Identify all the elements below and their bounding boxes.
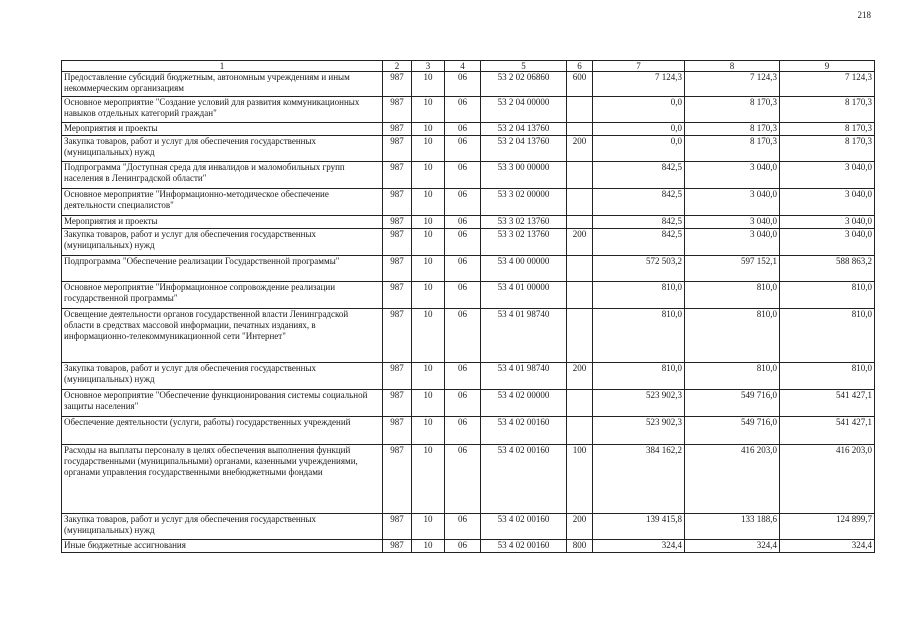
table-row — [62, 445, 875, 514]
row-name-cell: Предоставление субсидий бюджетным, автономным учреждениям и иным некоммерческим организациям — [62, 72, 383, 97]
expense-type-cell — [567, 216, 593, 229]
table-row — [62, 309, 875, 363]
target-article-cell: 53 3 02 00000 — [481, 189, 567, 216]
amount-year1-cell: 139 415,8 — [593, 514, 685, 540]
subsection-cell: 06 — [445, 136, 481, 162]
col-header-6: 6 — [567, 61, 593, 72]
ministry-code-cell: 987 — [383, 309, 412, 363]
row-name-cell: Основное мероприятие "Создание условий для развития коммуникационных навыков отдельных категорий граждан" — [62, 97, 383, 123]
table-row — [62, 162, 875, 189]
row-name-cell: Мероприятия и проекты — [62, 216, 383, 229]
amount-year3-cell: 3 040,0 — [780, 189, 875, 216]
expense-type-cell — [567, 123, 593, 136]
col-header-5: 5 — [481, 61, 567, 72]
subsection-cell: 06 — [445, 123, 481, 136]
expense-type-cell: 200 — [567, 136, 593, 162]
expense-type-cell: 100 — [567, 445, 593, 514]
table-row — [62, 216, 875, 229]
row-name-cell: Основное мероприятие "Информационное сопровождение реализации государственной программы" — [62, 282, 383, 309]
table-row — [62, 514, 875, 540]
amount-year3-cell: 124 899,7 — [780, 514, 875, 540]
amount-year2-cell: 133 188,6 — [685, 514, 780, 540]
row-name-cell: Закупка товаров, работ и услуг для обеспечения государственных (муниципальных) нужд — [62, 363, 383, 390]
section-cell: 10 — [412, 390, 445, 417]
subsection-cell: 06 — [445, 97, 481, 123]
row-name-cell: Подпрограмма "Обеспечение реализации Государственной программы" — [62, 256, 383, 282]
amount-year2-cell: 416 203,0 — [685, 445, 780, 514]
ministry-code-cell: 987 — [383, 72, 412, 97]
ministry-code-cell: 987 — [383, 256, 412, 282]
row-name-cell: Обеспечение деятельности (услуги, работы) государственных учреждений — [62, 417, 383, 445]
table-row — [62, 72, 875, 97]
col-header-9: 9 — [780, 61, 875, 72]
subsection-cell: 06 — [445, 72, 481, 97]
table-row — [62, 136, 875, 162]
amount-year3-cell: 541 427,1 — [780, 417, 875, 445]
amount-year1-cell: 810,0 — [593, 363, 685, 390]
expense-type-cell — [567, 309, 593, 363]
amount-year3-cell: 8 170,3 — [780, 97, 875, 123]
section-cell: 10 — [412, 216, 445, 229]
amount-year1-cell: 0,0 — [593, 123, 685, 136]
section-cell: 10 — [412, 282, 445, 309]
subsection-cell: 06 — [445, 229, 481, 256]
subsection-cell: 06 — [445, 309, 481, 363]
row-name-cell: Основное мероприятие "Информационно-методическое обеспечение деятельности специалистов" — [62, 189, 383, 216]
row-name-cell: Расходы на выплаты персоналу в целях обеспечения выполнения функций государственными (муниципальными) органами, казенными учреждениями, органами управления государственными внебюджетными фондами — [62, 445, 383, 514]
expense-type-cell: 200 — [567, 514, 593, 540]
row-name-cell: Основное мероприятие "Обеспечение функционирования системы социальной защиты населения" — [62, 390, 383, 417]
expense-type-cell — [567, 417, 593, 445]
row-name-cell: Освещение деятельности органов государственной власти Ленинградской области в средствах массовой информации, печатных изданиях, в информационно-телекоммуникационной сети "Интернет" — [62, 309, 383, 363]
table-row — [62, 417, 875, 445]
target-article-cell: 53 4 00 00000 — [481, 256, 567, 282]
table-row — [62, 540, 875, 553]
section-cell: 10 — [412, 256, 445, 282]
ministry-code-cell: 987 — [383, 417, 412, 445]
expense-type-cell: 200 — [567, 363, 593, 390]
target-article-cell: 53 2 04 13760 — [481, 136, 567, 162]
section-cell: 10 — [412, 189, 445, 216]
amount-year1-cell: 572 503,2 — [593, 256, 685, 282]
col-header-8: 8 — [685, 61, 780, 72]
amount-year2-cell: 810,0 — [685, 309, 780, 363]
amount-year1-cell: 384 162,2 — [593, 445, 685, 514]
amount-year1-cell: 842,5 — [593, 229, 685, 256]
row-name-cell: Иные бюджетные ассигнования — [62, 540, 383, 553]
col-header-7: 7 — [593, 61, 685, 72]
table-row — [62, 123, 875, 136]
ministry-code-cell: 987 — [383, 540, 412, 553]
subsection-cell: 06 — [445, 282, 481, 309]
page-number: 218 — [857, 10, 871, 20]
amount-year2-cell: 8 170,3 — [685, 123, 780, 136]
amount-year2-cell: 597 152,1 — [685, 256, 780, 282]
section-cell: 10 — [412, 540, 445, 553]
amount-year1-cell: 842,5 — [593, 189, 685, 216]
budget-table — [61, 60, 875, 553]
col-header-1: 1 — [62, 61, 383, 72]
subsection-cell: 06 — [445, 417, 481, 445]
target-article-cell: 53 3 00 00000 — [481, 162, 567, 189]
amount-year3-cell: 3 040,0 — [780, 229, 875, 256]
amount-year2-cell: 8 170,3 — [685, 97, 780, 123]
target-article-cell: 53 2 02 06860 — [481, 72, 567, 97]
target-article-cell: 53 4 02 00160 — [481, 540, 567, 553]
target-article-cell: 53 4 01 98740 — [481, 363, 567, 390]
subsection-cell: 06 — [445, 162, 481, 189]
ministry-code-cell: 987 — [383, 136, 412, 162]
section-cell: 10 — [412, 445, 445, 514]
subsection-cell: 06 — [445, 390, 481, 417]
amount-year1-cell: 842,5 — [593, 216, 685, 229]
table-row — [62, 363, 875, 390]
amount-year2-cell: 810,0 — [685, 282, 780, 309]
section-cell: 10 — [412, 72, 445, 97]
subsection-cell: 06 — [445, 514, 481, 540]
amount-year3-cell: 810,0 — [780, 282, 875, 309]
amount-year1-cell: 0,0 — [593, 97, 685, 123]
col-header-2: 2 — [383, 61, 412, 72]
amount-year2-cell: 324,4 — [685, 540, 780, 553]
section-cell: 10 — [412, 309, 445, 363]
ministry-code-cell: 987 — [383, 123, 412, 136]
target-article-cell: 53 4 02 00160 — [481, 417, 567, 445]
amount-year3-cell: 588 863,2 — [780, 256, 875, 282]
expense-type-cell — [567, 256, 593, 282]
ministry-code-cell: 987 — [383, 445, 412, 514]
amount-year3-cell: 810,0 — [780, 363, 875, 390]
ministry-code-cell: 987 — [383, 162, 412, 189]
row-name-cell: Закупка товаров, работ и услуг для обеспечения государственных (муниципальных) нужд — [62, 229, 383, 256]
expense-type-cell — [567, 162, 593, 189]
amount-year2-cell: 3 040,0 — [685, 162, 780, 189]
section-cell: 10 — [412, 136, 445, 162]
table-row — [62, 229, 875, 256]
amount-year3-cell: 324,4 — [780, 540, 875, 553]
expense-type-cell — [567, 282, 593, 309]
amount-year1-cell: 523 902,3 — [593, 390, 685, 417]
amount-year2-cell: 549 716,0 — [685, 390, 780, 417]
expense-type-cell: 800 — [567, 540, 593, 553]
ministry-code-cell: 987 — [383, 97, 412, 123]
expense-type-cell — [567, 189, 593, 216]
target-article-cell: 53 3 02 13760 — [481, 216, 567, 229]
section-cell: 10 — [412, 123, 445, 136]
subsection-cell: 06 — [445, 256, 481, 282]
amount-year3-cell: 3 040,0 — [780, 216, 875, 229]
ministry-code-cell: 987 — [383, 282, 412, 309]
section-cell: 10 — [412, 363, 445, 390]
expense-type-cell — [567, 97, 593, 123]
amount-year2-cell: 8 170,3 — [685, 136, 780, 162]
subsection-cell: 06 — [445, 540, 481, 553]
amount-year1-cell: 324,4 — [593, 540, 685, 553]
amount-year1-cell: 7 124,3 — [593, 72, 685, 97]
row-name-cell: Подпрограмма "Доступная среда для инвалидов и маломобильных групп населения в Ленинградской области" — [62, 162, 383, 189]
target-article-cell: 53 4 01 00000 — [481, 282, 567, 309]
table-row — [62, 189, 875, 216]
amount-year2-cell: 3 040,0 — [685, 229, 780, 256]
row-name-cell: Закупка товаров, работ и услуг для обеспечения государственных (муниципальных) нужд — [62, 514, 383, 540]
row-name-cell: Закупка товаров, работ и услуг для обеспечения государственных (муниципальных) нужд — [62, 136, 383, 162]
expense-type-cell — [567, 390, 593, 417]
target-article-cell: 53 2 04 00000 — [481, 97, 567, 123]
target-article-cell: 53 2 04 13760 — [481, 123, 567, 136]
amount-year3-cell: 541 427,1 — [780, 390, 875, 417]
col-header-4: 4 — [445, 61, 481, 72]
ministry-code-cell: 987 — [383, 229, 412, 256]
table-row — [62, 390, 875, 417]
amount-year3-cell: 3 040,0 — [780, 162, 875, 189]
target-article-cell: 53 4 02 00160 — [481, 514, 567, 540]
amount-year1-cell: 523 902,3 — [593, 417, 685, 445]
ministry-code-cell: 987 — [383, 363, 412, 390]
section-cell: 10 — [412, 514, 445, 540]
ministry-code-cell: 987 — [383, 216, 412, 229]
target-article-cell: 53 4 02 00000 — [481, 390, 567, 417]
ministry-code-cell: 987 — [383, 189, 412, 216]
amount-year2-cell: 7 124,3 — [685, 72, 780, 97]
table-row — [62, 282, 875, 309]
amount-year1-cell: 0,0 — [593, 136, 685, 162]
amount-year2-cell: 549 716,0 — [685, 417, 780, 445]
table-row — [62, 97, 875, 123]
amount-year1-cell: 842,5 — [593, 162, 685, 189]
ministry-code-cell: 987 — [383, 514, 412, 540]
section-cell: 10 — [412, 417, 445, 445]
expense-type-cell: 200 — [567, 229, 593, 256]
header-row — [62, 61, 875, 72]
target-article-cell: 53 3 02 13760 — [481, 229, 567, 256]
ministry-code-cell: 987 — [383, 390, 412, 417]
subsection-cell: 06 — [445, 189, 481, 216]
amount-year2-cell: 3 040,0 — [685, 189, 780, 216]
amount-year3-cell: 8 170,3 — [780, 136, 875, 162]
section-cell: 10 — [412, 229, 445, 256]
table-row — [62, 256, 875, 282]
subsection-cell: 06 — [445, 216, 481, 229]
section-cell: 10 — [412, 97, 445, 123]
amount-year1-cell: 810,0 — [593, 282, 685, 309]
row-name-cell: Мероприятия и проекты — [62, 123, 383, 136]
col-header-3: 3 — [412, 61, 445, 72]
target-article-cell: 53 4 01 98740 — [481, 309, 567, 363]
amount-year1-cell: 810,0 — [593, 309, 685, 363]
amount-year2-cell: 810,0 — [685, 363, 780, 390]
subsection-cell: 06 — [445, 445, 481, 514]
amount-year3-cell: 810,0 — [780, 309, 875, 363]
amount-year3-cell: 8 170,3 — [780, 123, 875, 136]
subsection-cell: 06 — [445, 363, 481, 390]
section-cell: 10 — [412, 162, 445, 189]
amount-year3-cell: 416 203,0 — [780, 445, 875, 514]
amount-year2-cell: 3 040,0 — [685, 216, 780, 229]
amount-year3-cell: 7 124,3 — [780, 72, 875, 97]
target-article-cell: 53 4 02 00160 — [481, 445, 567, 514]
expense-type-cell: 600 — [567, 72, 593, 97]
